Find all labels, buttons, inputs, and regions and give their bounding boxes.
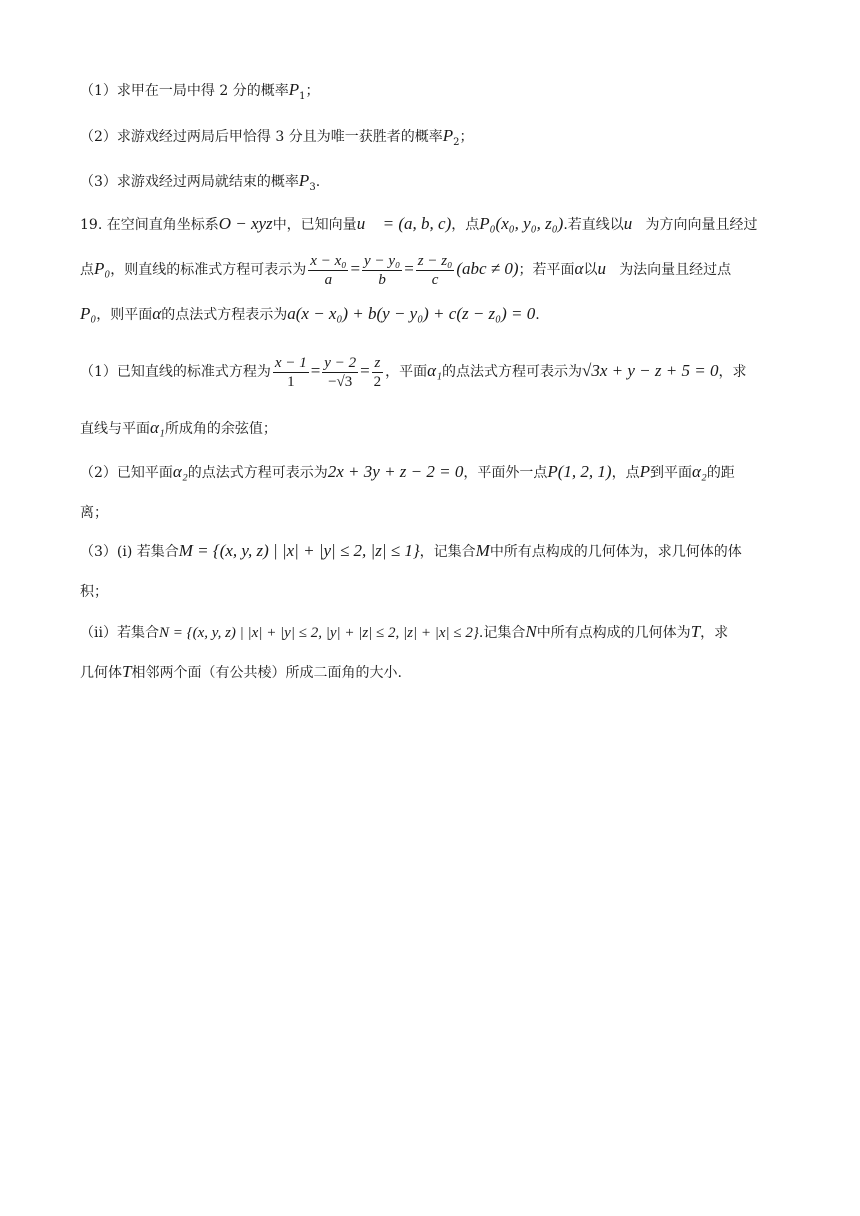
q18-part2: （2）求游戏经过两局后甲恰得 3 分且为唯一获胜者的概率$P_2$； [80,126,474,148]
q18-part1: （1）求甲在一局中得 2 分的概率$P_1$； [80,80,320,102]
q19-intro-line2: 点P₀，则直线的标准式方程可表示为 $\frac{\text{x − x₀}}{a}$ = $\frac{\text{y − y₀}}{b}$ = $\frac{\text{z − z₀}}{c}$ (abc ≠ 0)；若平面α以u⃗为法向量且经过点 [80,252,732,288]
q19-sub3ii-line2: 几何体T相邻两个面（有公共棱）所成二面角的大小. [80,662,402,681]
q19-sub1-line1: （1）已知直线的标准式方程为 $\frac{x - 1}{1}$ = $\frac{y - 2}{-√3}$ = $\frac{z}{2}$ ，平面α₁的点法式方程可表示为√3x + y − z + 5 = 0，求 [80,354,747,390]
q19-sub3ii-line1: （ii）若集合N = {(x, y, z) | |x| + |y| ≤ 2, |y| + |z| ≤ 2, |z| + |x| ≤ 2}.记集合N中所有点构成的几何体为T，求 [80,622,729,641]
q18-part3: （3）求游戏经过两局就结束的概率$P_3$. [80,171,321,193]
fraction-s1-x: $\frac{x - 1}{1}$ [274,354,307,390]
q19-sub1-line2: 直线与平面α₁所成角的余弦值； [80,418,277,437]
q19-sub2-line2: 离； [80,505,108,521]
fraction-x: $\frac{\text{x − x₀}}{a}$ [310,252,347,288]
q19-intro-line1: 19. 在空间直角坐标系O − xyz中，已知向量u⃗ = (a, b, c)，点P₀(x₀, y₀, z₀).若直线以u⃗为方向向量且经过 [80,214,758,233]
fraction-z: $\frac{\text{z − z₀}}{c}$ [417,252,453,288]
fraction-s1-z: $\frac{z}{2}$ [373,354,382,390]
q19-intro-line3: P₀，则平面α的点法式方程表示为a(x − x₀) + b(y − y₀) + c(z − z₀) = 0. [80,304,540,323]
q19-sub2-line1: （2）已知平面α₂的点法式方程可表示为2x + 3y + z − 2 = 0，平面外一点P(1, 2, 1)，点P到平面α₂的距 [80,462,735,481]
q19-sub3i-line2: 积； [80,584,108,600]
fraction-s1-y: $\frac{y - 2}{-√3}$ [324,354,357,390]
fraction-y: $\frac{\text{y − y₀}}{b}$ [364,252,401,288]
q19-sub3i-line1: （3）(i) 若集合M = {(x, y, z) | |x| + |y| ≤ 2, |z| ≤ 1}，记集合M中所有点构成的几何体为，求几何体的体 [80,541,742,560]
